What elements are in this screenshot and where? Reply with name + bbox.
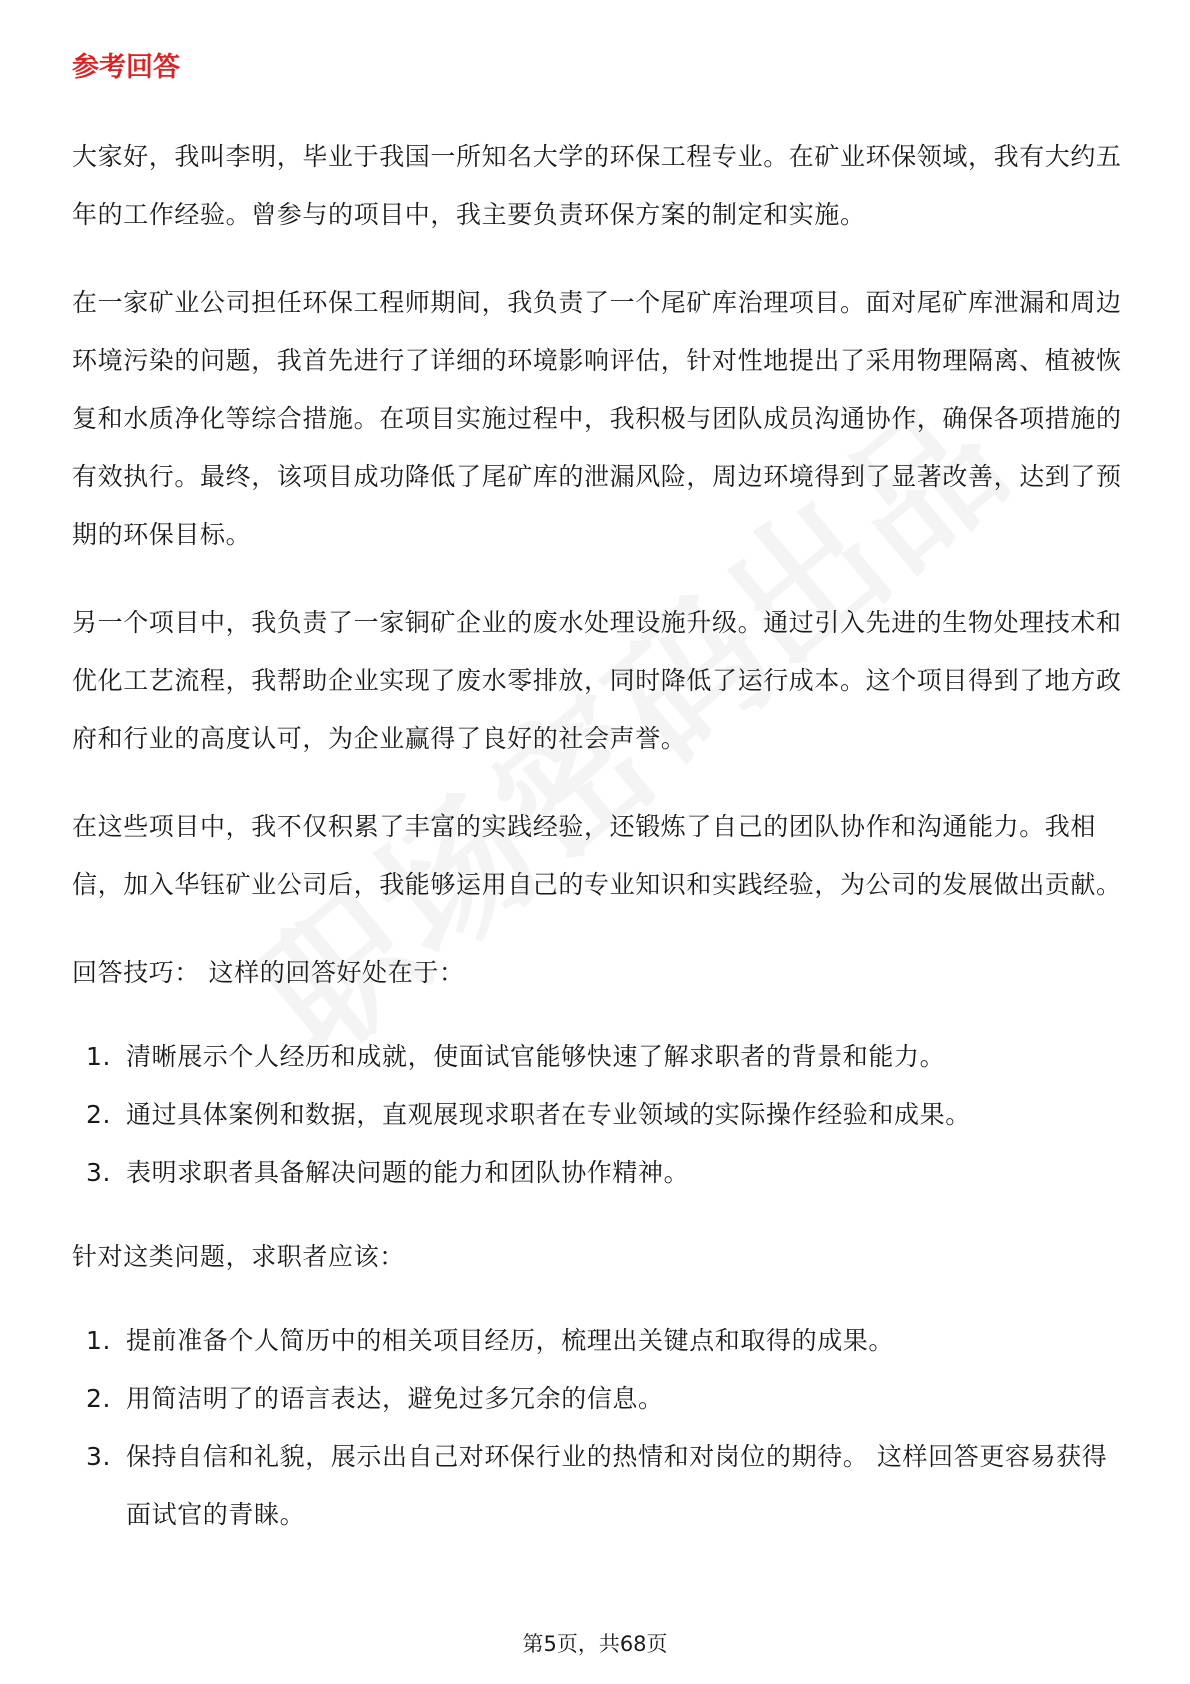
answer-paragraph-3: 另一个项目中，我负责了一家铜矿企业的废水处理设施升级。通过引入先进的生物处理技术和优化工艺流程，我帮助企业实现了废水零排放，同时降低了运行成本。这个项目得到了地方政府和行业的高度认可，为企业赢得了良好的社会声誉。 — [72, 608, 1122, 753]
tips-list — [72, 1028, 1122, 1202]
tips-intro: 回答技巧： 这样的回答好处在于： — [72, 958, 465, 987]
list-number: 3. — [86, 1442, 112, 1471]
list-text: 表明求职者具备解决问题的能力和团队协作精神。 — [126, 1158, 690, 1187]
page-number: 第5页，共68页 — [522, 1632, 668, 1656]
list-item — [72, 1028, 1122, 1086]
list-item — [72, 1370, 1122, 1428]
list-number: 2. — [86, 1384, 112, 1413]
list-item — [72, 1144, 1122, 1202]
list-item — [72, 1312, 1122, 1370]
list-number: 1. — [86, 1326, 112, 1355]
list-number: 2. — [86, 1100, 112, 1129]
section-heading: 参考回答 — [72, 52, 180, 83]
list-text: 通过具体案例和数据，直观展现求职者在专业领域的实际操作经验和成果。 — [126, 1100, 971, 1129]
list-item — [72, 1428, 1122, 1544]
list-number: 3. — [86, 1158, 112, 1187]
list-text: 用简洁明了的语言表达，避免过多冗余的信息。 — [126, 1384, 664, 1413]
answer-paragraph-4: 在这些项目中，我不仅积累了丰富的实践经验，还锻炼了自己的团队协作和沟通能力。我相信，加入华钰矿业公司后，我能够运用自己的专业知识和实践经验，为公司的发展做出贡献。 — [72, 812, 1122, 899]
list-number: 1. — [86, 1042, 112, 1071]
list-text: 保持自信和礼貌，展示出自己对环保行业的热情和对岗位的期待。 这样回答更容易获得面试官的青睐。 — [126, 1442, 1108, 1529]
advice-intro: 针对这类问题，求职者应该： — [72, 1242, 405, 1271]
answer-paragraph-1: 大家好，我叫李明，毕业于我国一所知名大学的环保工程专业。在矿业环保领域，我有大约五年的工作经验。曾参与的项目中，我主要负责环保方案的制定和实施。 — [72, 142, 1122, 229]
answer-paragraph-2: 在一家矿业公司担任环保工程师期间，我负责了一个尾矿库治理项目。面对尾矿库泄漏和周边环境污染的问题，我首先进行了详细的环境影响评估，针对性地提出了采用物理隔离、植被恢复和水质净化等综合措施。在项目实施过程中，我积极与团队成员沟通协作，确保各项措施的有效执行。最终，该项目成功降低了尾矿库的泄漏风险，周边环境得到了显著改善，达到了预期的环保目标。 — [72, 288, 1122, 549]
list-item — [72, 1086, 1122, 1144]
list-text: 清晰展示个人经历和成就，使面试官能够快速了解求职者的背景和能力。 — [126, 1042, 946, 1071]
document-body — [72, 48, 1122, 1570]
list-text: 提前准备个人简历中的相关项目经历，梳理出关键点和取得的成果。 — [126, 1326, 895, 1355]
advice-list — [72, 1312, 1122, 1544]
